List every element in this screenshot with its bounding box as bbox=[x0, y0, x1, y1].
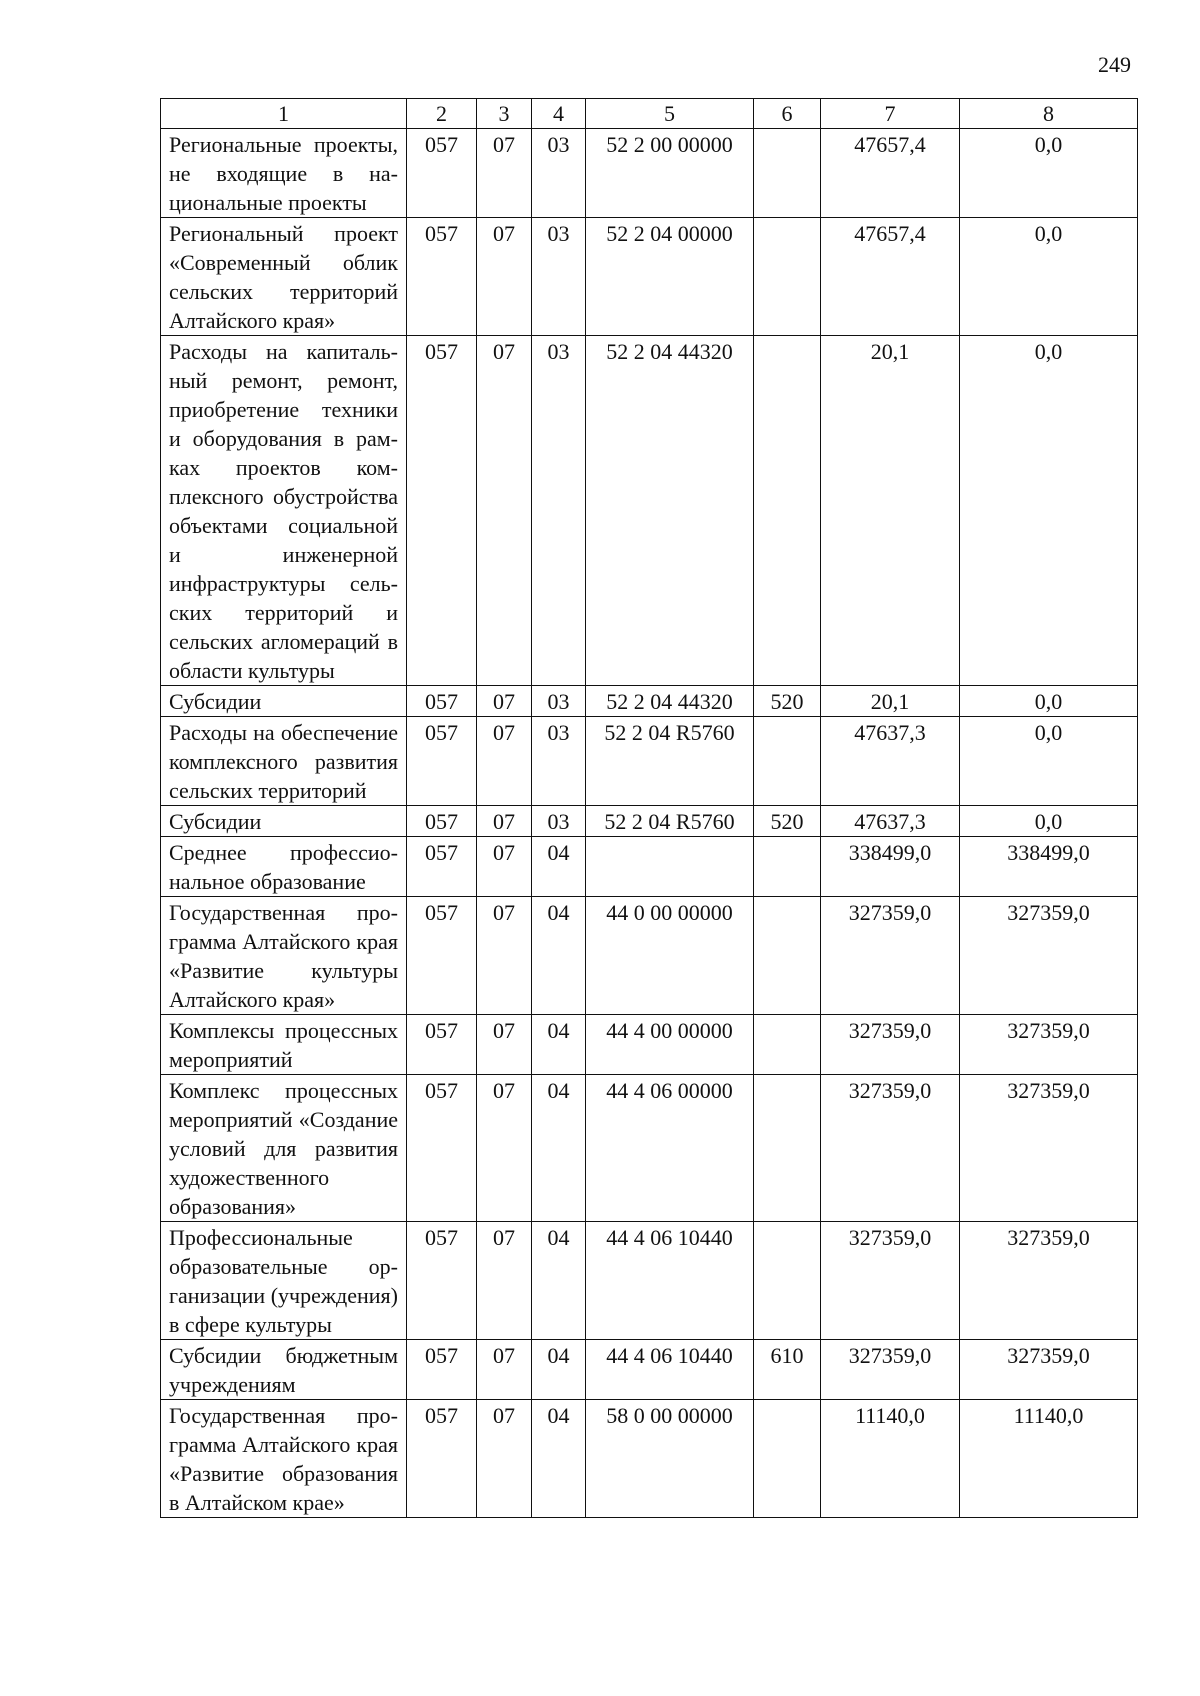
row-section-code: 07 bbox=[477, 1015, 532, 1075]
row-subsection-code: 04 bbox=[532, 897, 586, 1015]
header-col-5: 5 bbox=[586, 99, 754, 129]
row-name: Субсидии bbox=[161, 686, 407, 717]
header-col-6: 6 bbox=[754, 99, 821, 129]
row-name: Государственная программа Алтайского края «Развитие образования в Алтайском крае» bbox=[161, 1400, 407, 1518]
row-expense-type bbox=[754, 837, 821, 897]
row-amount-second: 0,0 bbox=[960, 129, 1138, 218]
row-target-article: 52 2 04 44320 bbox=[586, 686, 754, 717]
table-row bbox=[161, 837, 1138, 897]
row-section-code: 07 bbox=[477, 1075, 532, 1222]
header-col-2: 2 bbox=[407, 99, 477, 129]
row-ministry-code: 057 bbox=[407, 129, 477, 218]
row-ministry-code: 057 bbox=[407, 336, 477, 686]
header-col-7: 7 bbox=[821, 99, 960, 129]
row-section-code: 07 bbox=[477, 717, 532, 806]
header-row bbox=[161, 99, 1138, 129]
row-section-code: 07 bbox=[477, 806, 532, 837]
row-amount-second: 0,0 bbox=[960, 686, 1138, 717]
row-expense-type bbox=[754, 218, 821, 336]
row-expense-type: 520 bbox=[754, 806, 821, 837]
row-amount-total: 20,1 bbox=[821, 336, 960, 686]
row-expense-type bbox=[754, 1075, 821, 1222]
row-expense-type bbox=[754, 1400, 821, 1518]
row-target-article: 52 2 04 R5760 bbox=[586, 717, 754, 806]
row-section-code: 07 bbox=[477, 897, 532, 1015]
row-subsection-code: 03 bbox=[532, 336, 586, 686]
row-subsection-code: 04 bbox=[532, 1340, 586, 1400]
row-expense-type bbox=[754, 336, 821, 686]
table-row bbox=[161, 336, 1138, 686]
row-subsection-code: 03 bbox=[532, 218, 586, 336]
row-target-article: 44 0 00 00000 bbox=[586, 897, 754, 1015]
row-amount-total: 338499,0 bbox=[821, 837, 960, 897]
row-target-article bbox=[586, 837, 754, 897]
budget-table bbox=[160, 98, 1138, 1518]
row-expense-type bbox=[754, 129, 821, 218]
row-subsection-code: 03 bbox=[532, 129, 586, 218]
row-ministry-code: 057 bbox=[407, 806, 477, 837]
row-ministry-code: 057 bbox=[407, 1340, 477, 1400]
row-expense-type: 610 bbox=[754, 1340, 821, 1400]
row-expense-type bbox=[754, 897, 821, 1015]
row-amount-total: 47657,4 bbox=[821, 129, 960, 218]
row-section-code: 07 bbox=[477, 1222, 532, 1340]
row-target-article: 44 4 06 00000 bbox=[586, 1075, 754, 1222]
row-target-article: 52 2 04 00000 bbox=[586, 218, 754, 336]
row-section-code: 07 bbox=[477, 336, 532, 686]
row-section-code: 07 bbox=[477, 218, 532, 336]
row-expense-type bbox=[754, 717, 821, 806]
row-amount-total: 47637,3 bbox=[821, 806, 960, 837]
row-name: Профессиональные образовательные организации (учреждения) в сфере культуры bbox=[161, 1222, 407, 1340]
row-name: Региональные проекты, не входящие в национальные проекты bbox=[161, 129, 407, 218]
row-amount-total: 327359,0 bbox=[821, 1015, 960, 1075]
row-amount-total: 47637,3 bbox=[821, 717, 960, 806]
row-subsection-code: 04 bbox=[532, 1222, 586, 1340]
row-ministry-code: 057 bbox=[407, 837, 477, 897]
row-ministry-code: 057 bbox=[407, 1222, 477, 1340]
row-section-code: 07 bbox=[477, 1340, 532, 1400]
row-subsection-code: 03 bbox=[532, 686, 586, 717]
row-section-code: 07 bbox=[477, 686, 532, 717]
row-expense-type: 520 bbox=[754, 686, 821, 717]
table-row bbox=[161, 1400, 1138, 1518]
row-target-article: 52 2 00 00000 bbox=[586, 129, 754, 218]
row-name: Субсидии bbox=[161, 806, 407, 837]
row-name: Среднее профессиональное образование bbox=[161, 837, 407, 897]
row-amount-second: 327359,0 bbox=[960, 1222, 1138, 1340]
table-row bbox=[161, 806, 1138, 837]
row-name: Расходы на обеспечение комплексного развития сельских территорий bbox=[161, 717, 407, 806]
table-row bbox=[161, 129, 1138, 218]
row-amount-second: 0,0 bbox=[960, 218, 1138, 336]
row-ministry-code: 057 bbox=[407, 1400, 477, 1518]
row-ministry-code: 057 bbox=[407, 218, 477, 336]
row-section-code: 07 bbox=[477, 837, 532, 897]
table-row bbox=[161, 1222, 1138, 1340]
row-ministry-code: 057 bbox=[407, 1015, 477, 1075]
row-subsection-code: 04 bbox=[532, 1400, 586, 1518]
row-subsection-code: 04 bbox=[532, 1015, 586, 1075]
row-amount-total: 20,1 bbox=[821, 686, 960, 717]
row-amount-total: 327359,0 bbox=[821, 1340, 960, 1400]
row-section-code: 07 bbox=[477, 1400, 532, 1518]
row-amount-second: 11140,0 bbox=[960, 1400, 1138, 1518]
table-row bbox=[161, 218, 1138, 336]
row-amount-total: 327359,0 bbox=[821, 1222, 960, 1340]
row-amount-second: 0,0 bbox=[960, 336, 1138, 686]
header-col-1: 1 bbox=[161, 99, 407, 129]
row-amount-second: 0,0 bbox=[960, 806, 1138, 837]
row-subsection-code: 04 bbox=[532, 1075, 586, 1222]
row-name: Расходы на капитальный ремонт, ремонт, приобретение техники и оборудования в рамках проектов комплексного обустройства объектами социальной и инженерной инфраструктуры сельских территорий и сельских агломераций в области культуры bbox=[161, 336, 407, 686]
row-ministry-code: 057 bbox=[407, 717, 477, 806]
header-col-8: 8 bbox=[960, 99, 1138, 129]
row-section-code: 07 bbox=[477, 129, 532, 218]
table-row bbox=[161, 1075, 1138, 1222]
row-subsection-code: 03 bbox=[532, 806, 586, 837]
row-target-article: 44 4 00 00000 bbox=[586, 1015, 754, 1075]
page-number: 249 bbox=[1098, 52, 1131, 77]
row-subsection-code: 04 bbox=[532, 837, 586, 897]
table-row bbox=[161, 1015, 1138, 1075]
table-row bbox=[161, 1340, 1138, 1400]
row-ministry-code: 057 bbox=[407, 1075, 477, 1222]
row-amount-second: 327359,0 bbox=[960, 1015, 1138, 1075]
table-row bbox=[161, 717, 1138, 806]
row-amount-total: 11140,0 bbox=[821, 1400, 960, 1518]
row-name: Региональный проект «Современный облик сельских территорий Алтайского края» bbox=[161, 218, 407, 336]
row-amount-second: 327359,0 bbox=[960, 1340, 1138, 1400]
row-amount-second: 338499,0 bbox=[960, 837, 1138, 897]
row-target-article: 58 0 00 00000 bbox=[586, 1400, 754, 1518]
row-name: Субсидии бюджетным учреждениям bbox=[161, 1340, 407, 1400]
row-amount-second: 327359,0 bbox=[960, 897, 1138, 1015]
row-amount-second: 0,0 bbox=[960, 717, 1138, 806]
row-amount-total: 327359,0 bbox=[821, 897, 960, 1015]
row-target-article: 52 2 04 R5760 bbox=[586, 806, 754, 837]
row-expense-type bbox=[754, 1222, 821, 1340]
row-name: Государственная программа Алтайского края «Развитие культуры Алтайского края» bbox=[161, 897, 407, 1015]
table-row bbox=[161, 897, 1138, 1015]
header-col-4: 4 bbox=[532, 99, 586, 129]
row-name: Комплекс процессных мероприятий «Создание условий для развития художественного образования» bbox=[161, 1075, 407, 1222]
row-target-article: 44 4 06 10440 bbox=[586, 1222, 754, 1340]
row-amount-second: 327359,0 bbox=[960, 1075, 1138, 1222]
row-subsection-code: 03 bbox=[532, 717, 586, 806]
row-ministry-code: 057 bbox=[407, 686, 477, 717]
row-ministry-code: 057 bbox=[407, 897, 477, 1015]
header-col-3: 3 bbox=[477, 99, 532, 129]
row-name: Комплексы процессных мероприятий bbox=[161, 1015, 407, 1075]
table-row bbox=[161, 686, 1138, 717]
row-amount-total: 47657,4 bbox=[821, 218, 960, 336]
row-expense-type bbox=[754, 1015, 821, 1075]
row-target-article: 44 4 06 10440 bbox=[586, 1340, 754, 1400]
row-amount-total: 327359,0 bbox=[821, 1075, 960, 1222]
row-target-article: 52 2 04 44320 bbox=[586, 336, 754, 686]
